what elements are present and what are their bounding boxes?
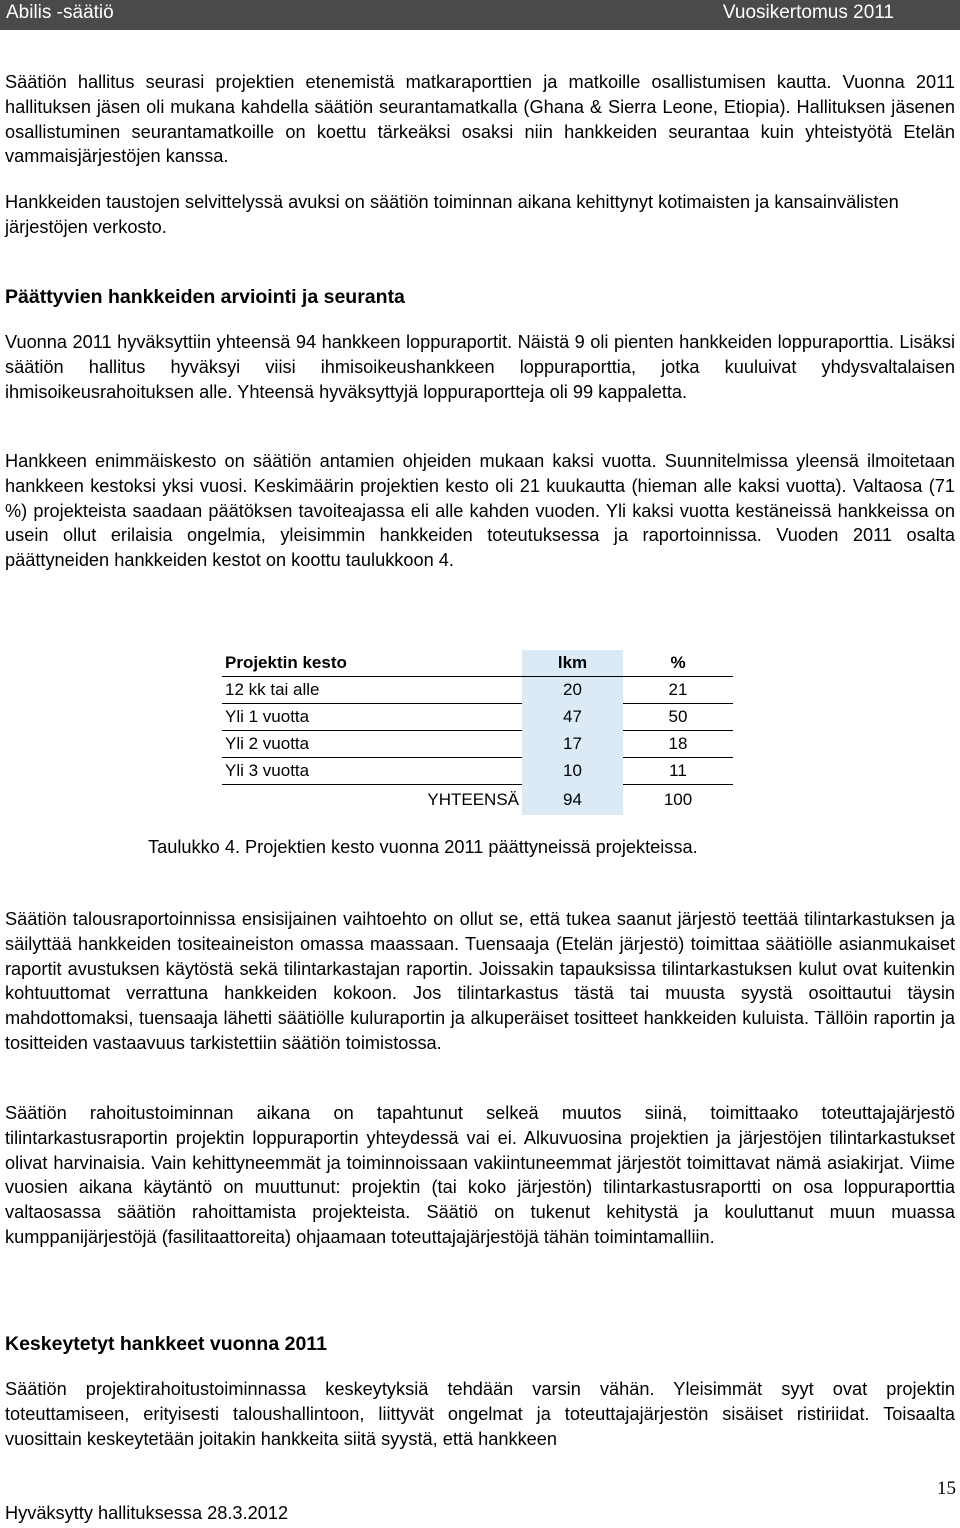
table-cell-count: 10: [522, 758, 623, 785]
table-total-percent: 100: [663, 790, 693, 809]
page-number: 15: [937, 1478, 956, 1499]
paragraph-board-monitoring: Säätiön hallitus seurasi projektien etenemistä matkaraporttien ja matkoille osallistumisen kautta. Vuonna 2011 hallituksen jäsen oli mukana kahdella säätiön seurantamatkalla (Ghana & Sierra Leone, Etiopia). Hallituksen jäsenen osallistuminen seurantamatkoille on koettu tärkeäksi osaksi niin hankkeiden seurantaa kuin yhteistyötä Etelän vammaisjärjestöjen kanssa.: [5, 72, 955, 167]
paragraph-suspensions: Säätiön projektirahoitustoiminnassa keskeytyksiä tehdään varsin vähän. Yleisimmät syyt ovat projektin toteuttamiseen, erityisesti taloushallintoon, liittyvät ongelmat ja toteuttajajärjestön sisäiset ristiriidat. Toisaalta vuosittain keskeytetään joitakin hankkeita siitä syystä, että hankkeen: [5, 1379, 955, 1449]
table-row: [222, 677, 733, 704]
table-total-row: [222, 785, 733, 816]
table-cell-duration: 12 kk tai alle: [222, 677, 522, 704]
table-caption: Taulukko 4. Projektien kesto vuonna 2011 päättyneissä projekteissa.: [148, 837, 698, 857]
duration-table: [222, 650, 733, 815]
header-org-name: Abilis -säätiö: [6, 2, 114, 23]
table-total-label: YHTEENSÄ: [427, 790, 519, 809]
table-cell-percent: 50: [623, 704, 733, 731]
header-report-title: Vuosikertomus 2011: [722, 2, 894, 23]
table-cell-duration: Yli 1 vuotta: [222, 704, 522, 731]
section-heading-evaluation: Päättyvien hankkeiden arviointi ja seuranta: [5, 286, 405, 308]
table-header-duration: Projektin kesto: [222, 650, 522, 677]
table-row: [222, 758, 733, 785]
table-cell-percent: 18: [623, 731, 733, 758]
table-cell-count: 47: [522, 704, 623, 731]
table-cell-count: 20: [522, 677, 623, 704]
table-row: [222, 731, 733, 758]
table-cell-count: 17: [522, 731, 623, 758]
section-heading-suspended: Keskeytetyt hankkeet vuonna 2011: [5, 1333, 327, 1355]
paragraph-final-reports: Vuonna 2011 hyväksyttiin yhteensä 94 hankkeen loppuraportit. Näistä 9 oli pienten hankkeiden loppuraporttia. Lisäksi säätiön hallitus hyväksyi viisi ihmisoikeushankkeen loppuraporttia, jotka kuuluivat yhdysvaltalaisen ihmisoikeusrahoituksen alle. Yhteensä hyväksyttyjä loppuraportteja oli 99 kappaletta.: [5, 332, 955, 402]
footer-approval-note: Hyväksytty hallituksessa 28.3.2012: [5, 1503, 289, 1523]
table-cell-duration: Yli 3 vuotta: [222, 758, 522, 785]
paragraph-network: Hankkeiden taustojen selvittelyssä avuksi on säätiön toiminnan aikana kehittynyt kotimaisten ja kansainvälisten järjestöjen verkosto.: [5, 192, 899, 237]
page-header: [0, 0, 960, 30]
table-cell-percent: 21: [623, 677, 733, 704]
paragraph-financial-reporting: Säätiön talousraportoinnissa ensisijainen vaihtoehto on ollut se, että tukea saanut järjestö teettää tilintarkastuksen ja säilyttää hankkeiden tositeaineiston omassa maassaan. Tuensaaja (Etelän järjestö) toimittaa säätiölle asianmukaiset raportit avustuksen käytöstä sekä tilintarkastajan raportin. Joissakin tapauksissa tilintarkastuksen kulut ovat kuitenkin kohtuuttomat verrattuna hankkeiden kokoon. Jos tilintarkastus tästä tai muusta syystä osoittautui täysin mahdottomaksi, tuensaaja lähetti säätiölle kuluraportin ja alkuperäiset tositteet hankkeiden kuluista. Tällöin raportin ja tositteiden vastaavuus tarkistettiin säätiön toimistossa.: [5, 909, 955, 1053]
table-header-percent: %: [623, 650, 733, 677]
table-header-count: lkm: [522, 650, 623, 677]
paragraph-audit-change: Säätiön rahoitustoiminnan aikana on tapahtunut selkeä muutos siinä, toimittaako toteuttajajärjestö tilintarkastusraportin projektin loppuraportin yhteydessä vai ei. Alkuvuosina projektien ja järjestöjen tilintarkastukset olivat harvinaisia. Vain kehittyneemmät ja toiminnoissaan vakiintuneemmat järjestöt toimittavat nämä asiakirjat. Viime vuosien aikana käytäntö on muuttunut: projektin (tai koko järjestön) tilintarkastusraportti on osa loppuraporttia valtaosassa säätiön rahoittamista projekteista. Säätiö on tukenut kehitystä ja kouluttanut muun muassa kumppanijärjestöjä (fasilitaattoreita) ohjaamaan toteuttajajärjestöjä tähän toimintamalliin.: [5, 1103, 955, 1247]
table-total-count: 94: [522, 785, 623, 816]
paragraph-project-duration: Hankkeen enimmäiskesto on säätiön antamien ohjeiden mukaan kaksi vuotta. Suunnitelmissa yleensä ilmoitetaan hankkeen kestoksi yksi vuosi. Keskimäärin projektien kesto oli 21 kuukautta (hieman alle kaksi vuotta). Valtaosa (71 %) projekteista saadaan päätöksen tavoiteajassa eli alle kahden vuoden. Yli kaksi vuotta kestäneissä hankkeissa on usein ollut erilaisia ongelmia, yleisimmin hankkeiden toteutuksessa ja raportoinnissa. Vuoden 2011 osalta päättyneiden hankkeiden kestot on koottu taulukkoon 4.: [5, 451, 955, 571]
table-row: [222, 704, 733, 731]
table-cell-duration: Yli 2 vuotta: [222, 731, 522, 758]
table-header-row: [222, 650, 733, 677]
table-cell-percent: 11: [623, 758, 733, 785]
